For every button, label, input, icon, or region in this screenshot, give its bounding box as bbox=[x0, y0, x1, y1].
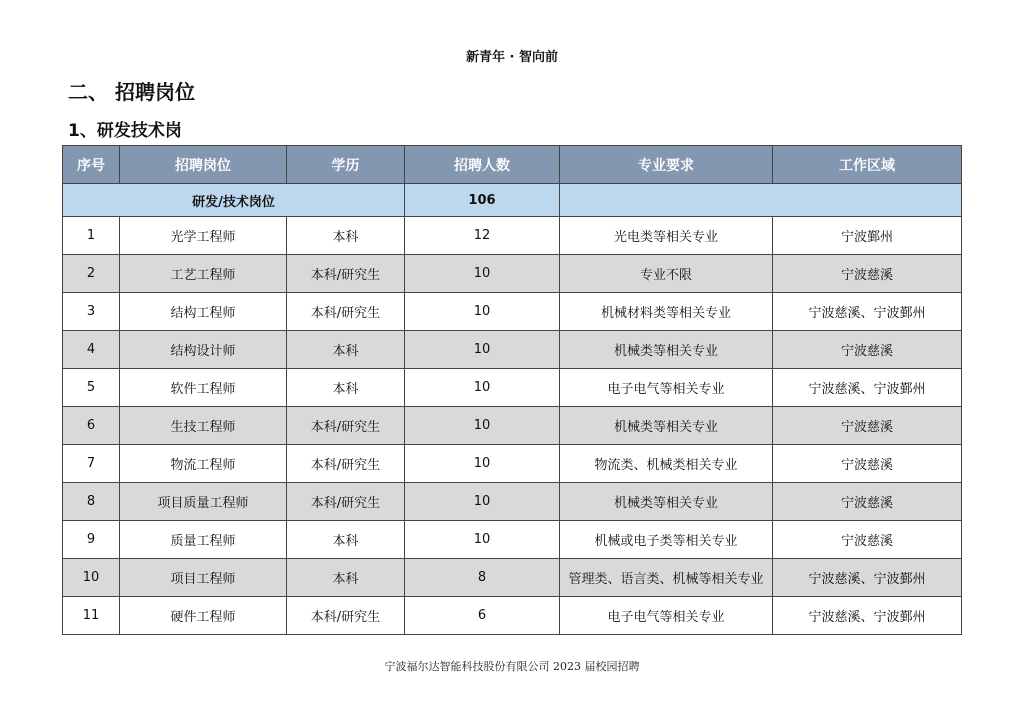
cell-education: 本科 bbox=[287, 521, 405, 559]
cell-no: 6 bbox=[63, 407, 120, 445]
column-header-no: 序号 bbox=[63, 146, 120, 184]
cell-location: 宁波慈溪 bbox=[773, 331, 962, 369]
cell-education: 本科/研究生 bbox=[287, 255, 405, 293]
cell-count: 10 bbox=[405, 483, 560, 521]
cell-no: 2 bbox=[63, 255, 120, 293]
cell-no: 9 bbox=[63, 521, 120, 559]
cell-location: 宁波鄞州 bbox=[773, 217, 962, 255]
cell-major: 专业不限 bbox=[560, 255, 773, 293]
table-row bbox=[63, 293, 962, 331]
cell-count: 8 bbox=[405, 559, 560, 597]
cell-education: 本科/研究生 bbox=[287, 445, 405, 483]
cell-major: 光电类等相关专业 bbox=[560, 217, 773, 255]
table-row bbox=[63, 521, 962, 559]
page-header-title: 新青年 · 智向前 bbox=[466, 50, 558, 65]
cell-position: 软件工程师 bbox=[120, 369, 287, 407]
cell-location: 宁波慈溪、宁波鄞州 bbox=[773, 559, 962, 597]
cell-location: 宁波慈溪、宁波鄞州 bbox=[773, 597, 962, 635]
column-header-major: 专业要求 bbox=[560, 146, 773, 184]
cell-count: 10 bbox=[405, 369, 560, 407]
cell-position: 工艺工程师 bbox=[120, 255, 287, 293]
table-row bbox=[63, 597, 962, 635]
cell-position: 项目工程师 bbox=[120, 559, 287, 597]
cell-count: 12 bbox=[405, 217, 560, 255]
table-header-row bbox=[63, 146, 962, 184]
cell-count: 10 bbox=[405, 407, 560, 445]
table-row bbox=[63, 369, 962, 407]
cell-position: 项目质量工程师 bbox=[120, 483, 287, 521]
cell-no: 3 bbox=[63, 293, 120, 331]
cell-location: 宁波慈溪 bbox=[773, 255, 962, 293]
cell-count: 10 bbox=[405, 255, 560, 293]
table-row bbox=[63, 217, 962, 255]
cell-no: 7 bbox=[63, 445, 120, 483]
column-header-education: 学历 bbox=[287, 146, 405, 184]
cell-position: 物流工程师 bbox=[120, 445, 287, 483]
group-blank bbox=[560, 184, 962, 217]
cell-position: 结构工程师 bbox=[120, 293, 287, 331]
table-row bbox=[63, 559, 962, 597]
column-header-location: 工作区域 bbox=[773, 146, 962, 184]
cell-education: 本科 bbox=[287, 217, 405, 255]
cell-count: 6 bbox=[405, 597, 560, 635]
cell-education: 本科/研究生 bbox=[287, 597, 405, 635]
cell-education: 本科 bbox=[287, 369, 405, 407]
cell-position: 结构设计师 bbox=[120, 331, 287, 369]
table-row bbox=[63, 445, 962, 483]
group-count: 106 bbox=[405, 184, 560, 217]
table-row bbox=[63, 331, 962, 369]
column-header-count: 招聘人数 bbox=[405, 146, 560, 184]
cell-location: 宁波慈溪、宁波鄞州 bbox=[773, 369, 962, 407]
cell-education: 本科 bbox=[287, 331, 405, 369]
subsection-title: 1、研发技术岗 bbox=[68, 121, 182, 141]
cell-location: 宁波慈溪 bbox=[773, 445, 962, 483]
table-row bbox=[63, 483, 962, 521]
cell-position: 硬件工程师 bbox=[120, 597, 287, 635]
cell-major: 机械材料类等相关专业 bbox=[560, 293, 773, 331]
cell-position: 生技工程师 bbox=[120, 407, 287, 445]
cell-education: 本科/研究生 bbox=[287, 407, 405, 445]
cell-major: 机械类等相关专业 bbox=[560, 331, 773, 369]
cell-major: 电子电气等相关专业 bbox=[560, 597, 773, 635]
group-row bbox=[63, 184, 962, 217]
cell-education: 本科/研究生 bbox=[287, 293, 405, 331]
cell-count: 10 bbox=[405, 521, 560, 559]
cell-major: 物流类、机械类相关专业 bbox=[560, 445, 773, 483]
cell-position: 质量工程师 bbox=[120, 521, 287, 559]
cell-major: 机械类等相关专业 bbox=[560, 407, 773, 445]
group-label: 研发/技术岗位 bbox=[63, 184, 405, 217]
cell-location: 宁波慈溪、宁波鄞州 bbox=[773, 293, 962, 331]
column-header-position: 招聘岗位 bbox=[120, 146, 287, 184]
table-row bbox=[63, 407, 962, 445]
cell-no: 11 bbox=[63, 597, 120, 635]
table-row bbox=[63, 255, 962, 293]
cell-count: 10 bbox=[405, 331, 560, 369]
cell-education: 本科 bbox=[287, 559, 405, 597]
cell-count: 10 bbox=[405, 445, 560, 483]
section-title: 二、 招聘岗位 bbox=[68, 80, 195, 104]
cell-major: 机械类等相关专业 bbox=[560, 483, 773, 521]
cell-major: 管理类、语言类、机械等相关专业 bbox=[560, 559, 773, 597]
cell-education: 本科/研究生 bbox=[287, 483, 405, 521]
cell-count: 10 bbox=[405, 293, 560, 331]
cell-no: 5 bbox=[63, 369, 120, 407]
cell-location: 宁波慈溪 bbox=[773, 407, 962, 445]
footer-text: 宁波福尔达智能科技股份有限公司 2023 届校园招聘 bbox=[384, 660, 640, 673]
cell-no: 10 bbox=[63, 559, 120, 597]
cell-no: 8 bbox=[63, 483, 120, 521]
cell-location: 宁波慈溪 bbox=[773, 483, 962, 521]
cell-major: 机械或电子类等相关专业 bbox=[560, 521, 773, 559]
cell-no: 4 bbox=[63, 331, 120, 369]
cell-major: 电子电气等相关专业 bbox=[560, 369, 773, 407]
cell-position: 光学工程师 bbox=[120, 217, 287, 255]
job-positions-table bbox=[62, 145, 962, 635]
cell-no: 1 bbox=[63, 217, 120, 255]
cell-location: 宁波慈溪 bbox=[773, 521, 962, 559]
